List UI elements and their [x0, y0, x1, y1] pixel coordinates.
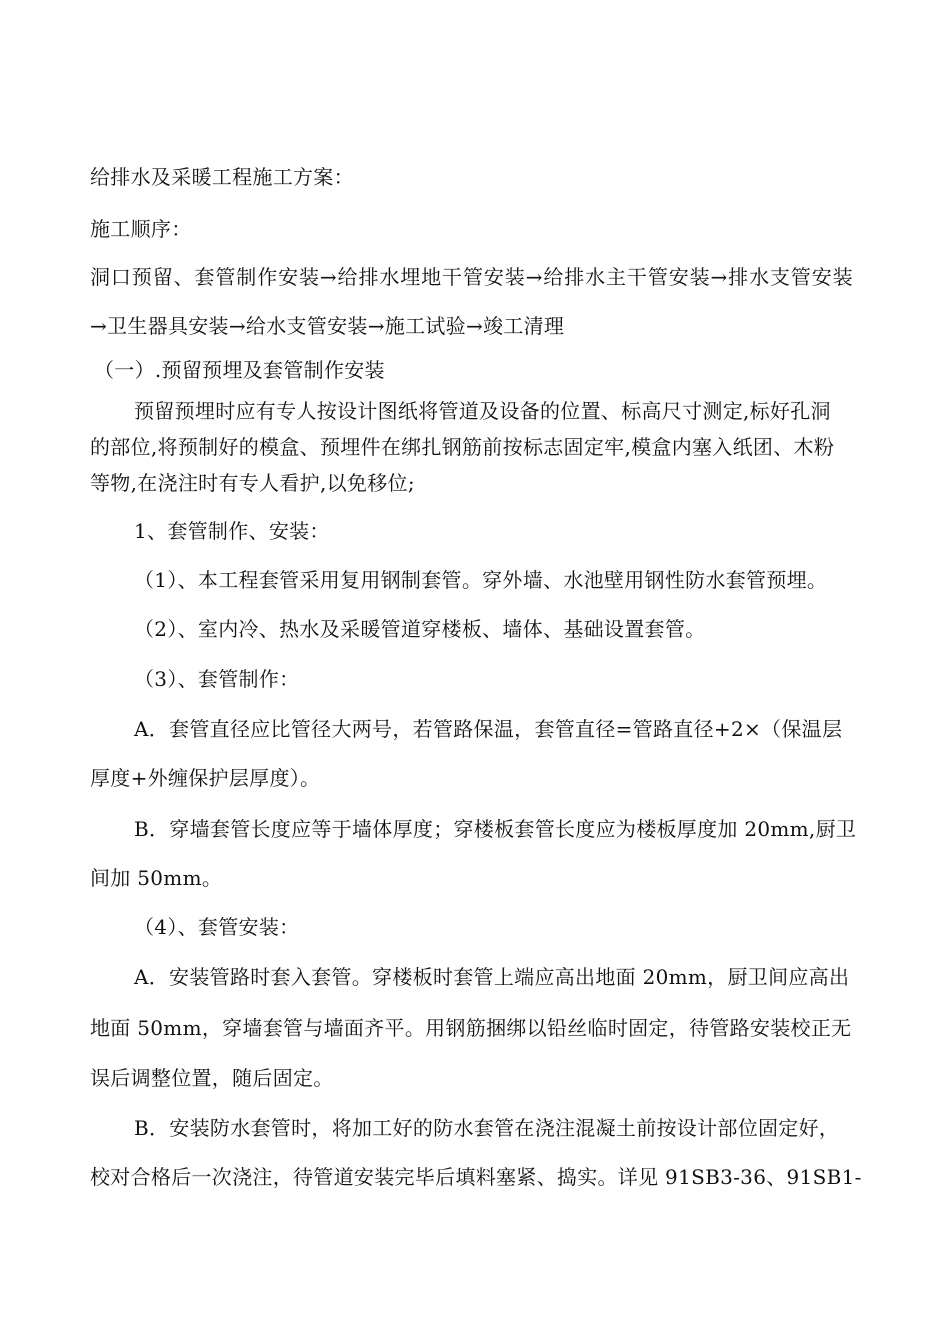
paragraph-1-line-2: 的部位,将预制好的模盒、预埋件在绑扎钢筋前按标志固定牢,模盒内塞入纸团、木粉	[90, 435, 835, 459]
item-1-4-b-line-2: 校对合格后一次浇注，待管道安装完毕后填料塞紧、捣实。详见 91SB3-36、91SB1-	[90, 1165, 862, 1189]
item-1-heading: 1、套管制作、安装：	[134, 519, 330, 543]
sequence-line-2: →卫生器具安装→给水支管安装→施工试验→竣工清理	[90, 314, 565, 338]
item-1-4-a-line-3: 误后调整位置，随后固定。	[90, 1066, 334, 1090]
item-1-3-b-line-1: B．穿墙套管长度应等于墙体厚度；穿楼板套管长度应为楼板厚度加 20mm,厨卫	[134, 817, 857, 841]
item-1-3-b-line-2: 间加 50mm。	[90, 866, 223, 890]
item-1-4-a-line-2: 地面 50mm，穿墙套管与墙面齐平。用钢筋捆绑以铅丝临时固定，待管路安装校正无	[90, 1016, 852, 1040]
item-1-3-a-line-2: 厚度+外缠保护层厚度）。	[90, 766, 321, 790]
item-1-1: （1）、本工程套管采用复用钢制套管。穿外墙、水池壁用钢性防水套管预埋。	[134, 568, 828, 592]
item-1-4: （4）、套管安装：	[134, 915, 300, 939]
document-title: 给排水及采暖工程施工方案：	[90, 165, 354, 189]
item-1-2: （2）、室内冷、热水及采暖管道穿楼板、墙体、基础设置套管。	[134, 617, 706, 641]
sequence-line-1: 洞口预留、套管制作安装→给排水埋地干管安装→给排水主干管安装→排水支管安装	[90, 265, 854, 289]
paragraph-1-line-1: 预留预埋时应有专人按设计图纸将管道及设备的位置、标高尺寸测定,标好孔洞	[134, 399, 831, 423]
paragraph-1-line-3: 等物,在浇注时有专人看护,以免移位;	[90, 471, 415, 495]
section-1-heading: （一）.预留预埋及套管制作安装	[94, 358, 385, 382]
item-1-4-a-line-1: A．安装管路时套入套管。穿楼板时套管上端应高出地面 20mm，厨卫间应高出	[134, 965, 850, 989]
item-1-4-b-line-1: B．安装防水套管时，将加工好的防水套管在浇注混凝土前按设计部位固定好，	[134, 1116, 840, 1140]
sequence-heading: 施工顺序：	[90, 217, 192, 241]
item-1-3: （3）、套管制作：	[134, 667, 300, 691]
item-1-3-a-line-1: A．套管直径应比管径大两号，若管路保温，套管直径=管路直径+2×（保温层	[134, 717, 843, 741]
